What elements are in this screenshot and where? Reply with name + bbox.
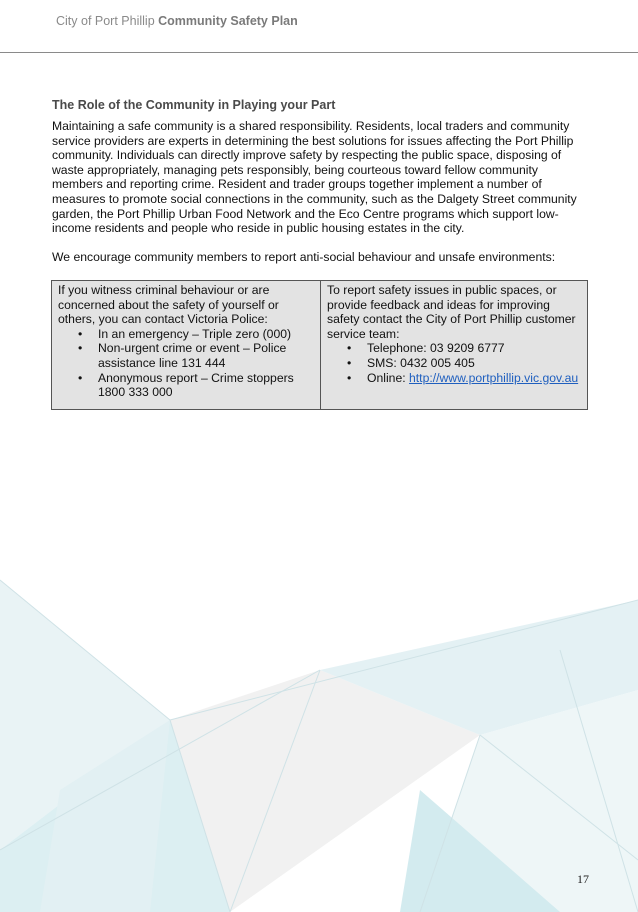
online-label: Online: xyxy=(367,370,410,385)
police-contact-list xyxy=(58,327,314,400)
page-number: 17 xyxy=(577,872,589,886)
body-paragraph: Maintaining a safe community is a shared responsibility. Residents, local traders and community service providers are experts in determining the best solutions for issues affecting the Port Phillip community. Individuals can directly improve safety by respecting the public space, disposing of waste appropriately, managing pets responsibly, being courteous toward fellow community members and reporting crime. Resident and trader groups together implement a number of measures to promote social connections in the community, such as the Dalgety Street community garden, the Port Phillip Urban Food Network and the Eco Centre programs which support low-income residents and people who reside in public housing estates in the city. xyxy=(52,119,577,236)
council-intro: To report safety issues in public spaces, or provide feedback and ideas for improving safety contact the City of Port Phillip customer service team: xyxy=(327,283,576,341)
header-title xyxy=(56,14,298,28)
list-item: • Non-urgent crime or event – Police assistance line 131 444 xyxy=(98,341,314,370)
police-contact-cell xyxy=(52,281,321,409)
section-title: The Role of the Community in Playing your Part xyxy=(52,98,336,112)
main-content xyxy=(52,98,592,264)
council-contact-cell xyxy=(321,281,587,409)
page-header xyxy=(0,0,638,53)
council-contact-list xyxy=(327,341,581,385)
police-intro: If you witness criminal behaviour or are concerned about the safety of yourself or others, you can contact Victoria Police: xyxy=(58,283,279,327)
contact-table xyxy=(51,280,588,410)
online-item xyxy=(367,371,581,386)
background-geometric-art xyxy=(0,560,638,912)
header-doc-title: Community Safety Plan xyxy=(158,14,298,28)
list-item: • Anonymous report – Crime stoppers 1800 333 000 xyxy=(98,371,314,400)
website-link[interactable]: http://www.portphillip.vic.gov.au xyxy=(409,370,579,385)
header-org: City of Port Phillip xyxy=(56,14,155,28)
list-item: • In an emergency – Triple zero (000) xyxy=(98,327,314,342)
telephone-item: • Telephone: 03 9209 6777 xyxy=(367,341,581,356)
encourage-paragraph: We encourage community members to report anti-social behaviour and unsafe environments: xyxy=(52,249,556,264)
sms-item: • SMS: 0432 005 405 xyxy=(367,356,581,371)
